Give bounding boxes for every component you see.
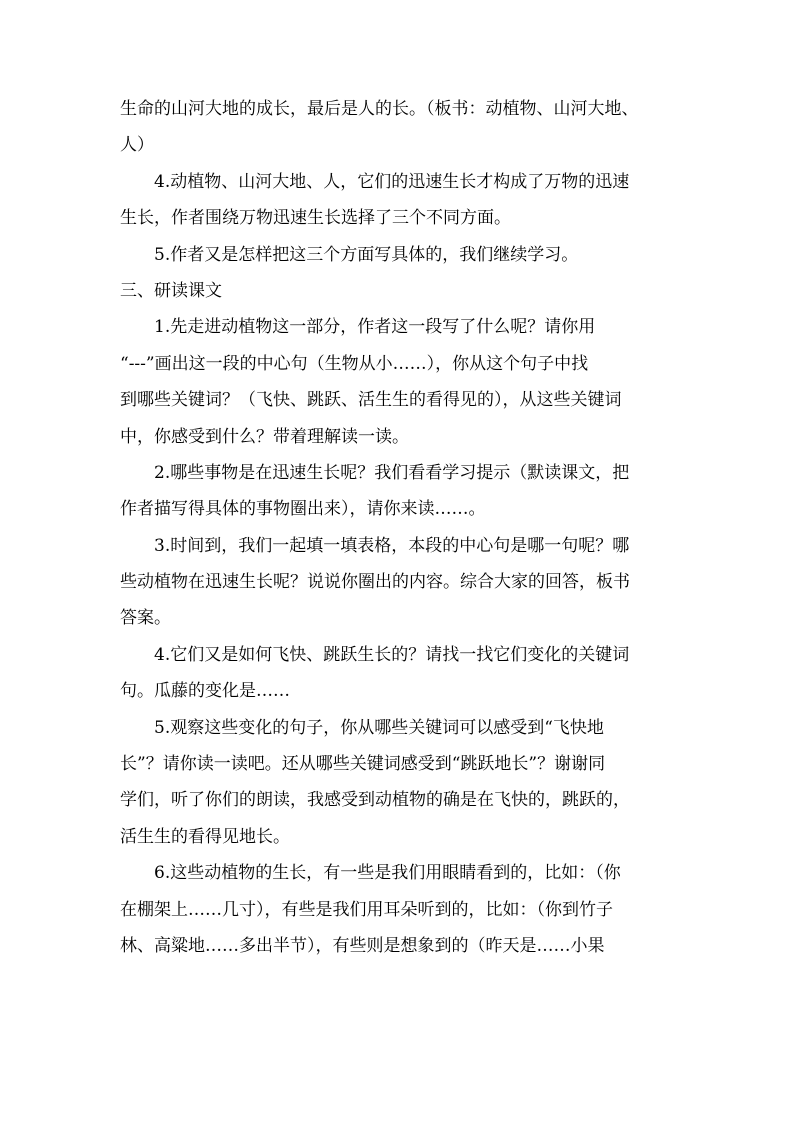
text-line-3: 4.动植物、山河大地、人，它们的迅速生长才构成了万物的迅速 [154, 171, 630, 192]
text-line-13: 3.时间到，我们一起填一填表格，本段的中心句是哪一句呢？哪 [154, 535, 630, 556]
text-line-12: 作者描写得具体的事物圈出来），请你来读……。 [120, 499, 486, 520]
text-line-16: 4.它们又是如何飞快、跳跃生长的？请找一找它们变化的关键词 [154, 644, 630, 665]
text-line-1: 生命的山河大地的成长，最后是人的长。（板书：动植物、山河大地、 [120, 99, 639, 119]
text-line-5: 5.作者又是怎样把这三个方面写具体的，我们继续学习。 [154, 244, 579, 265]
text-line-10: 中，你感受到什么？带着理解读一读。 [120, 426, 409, 447]
text-line-7: 1.先走进动植物这一部分，作者这一段写了什么呢？请你用 [154, 317, 596, 338]
text-line-18: 5.观察这些变化的句子，你从哪些关键词可以感受到“飞快地 [154, 717, 604, 738]
text-line-20: 学们，听了你们的朗读，我感受到动植物的确是在飞快的，跳跃的， [120, 790, 630, 811]
document-body [120, 91, 694, 964]
text-line-15: 答案。 [120, 608, 171, 629]
text-line-17: 句。瓜藤的变化是…… [120, 681, 290, 702]
text-line-21: 活生生的看得见地长。 [120, 826, 290, 847]
text-line-23: 在棚架上……几寸），有些是我们用耳朵听到的，比如：（你到竹子 [120, 899, 613, 920]
text-line-24: 林、高粱地……多出半节），有些则是想象到的（昨天是……小果 [120, 935, 605, 956]
section-heading: 三、研读课文 [120, 280, 222, 301]
text-line-11: 2.哪些事物是在迅速生长呢？我们看看学习提示（默读课文，把 [154, 462, 630, 483]
text-line-4: 生长，作者围绕万物迅速生长选择了三个不同方面。 [120, 208, 511, 229]
text-line-22: 6.这些动植物的生长，有一些是我们用眼睛看到的，比如：（你 [154, 863, 621, 884]
text-line-2: 人） [120, 135, 154, 156]
text-line-8: “---”画出这一段的中心句（生物从小……），你从这个句子中找 [120, 353, 589, 374]
text-line-14: 些动植物在迅速生长呢？说说你圈出的内容。综合大家的回答，板书 [120, 572, 630, 593]
text-line-19: 长”？请你读一读吧。还从哪些关键词感受到“跳跃地长”？谢谢同 [120, 754, 606, 775]
text-line-9: 到哪些关键词？（飞快、跳跃、活生生的看得见的），从这些关键词 [120, 390, 622, 411]
